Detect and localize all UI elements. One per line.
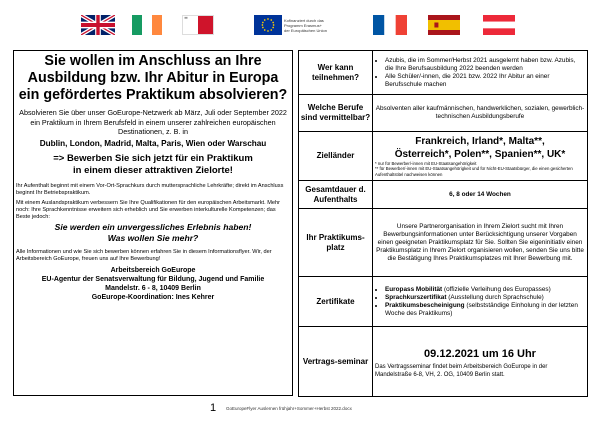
table-row — [299, 209, 588, 277]
details-table — [298, 50, 588, 397]
participants-label: Wer kann teilnehmen? — [299, 51, 373, 95]
contact-line: GoEurope-Koordination: Ines Kehrer — [91, 293, 215, 301]
flag-bar — [0, 5, 600, 45]
info-paragraph: Alle Informationen und wie Sie sich bewerben können erfahren Sie in diesem Informationsflyer. Wir, der Arbeitsbereich GoEurope, freuen uns auf Ihre Bewerbung! — [16, 248, 272, 262]
list-item: • Alle Schüler/-innen, die 2021 bzw. 2022 Ihr Abitur an einer Berufsschule machen — [385, 73, 585, 89]
eu-flag-icon — [254, 15, 282, 35]
table-row — [299, 51, 588, 95]
intro-box — [13, 50, 293, 396]
contact-line: Mandelstr. 6 - 8, 10409 Berlin — [105, 284, 201, 292]
list-item: • Sprachkurszertifikat (Ausstellung durch Sprachschule) — [385, 294, 585, 302]
ireland-flag-icon — [132, 15, 162, 35]
seminar-date: 09.12.2021 um 16 Uhr — [424, 347, 536, 360]
spain-flag-icon — [428, 15, 460, 35]
internship-value: Unsere Partnerorganisation in Ihrem Zielort sucht mit Ihren Bewerbungsinformationen unter Berücksichtigung unserer Vorgaben einen geeigneten Praktikumsplatz für Sie. Sollten Sie eigeninitiativ einen Praktikumsplatz in Ihrem Zielort organisieren wollen, senden Sie uns bitte die Bestätigung Ihres Praktikumsplatzes mit Ihrer Bewerbung mit. — [373, 209, 588, 277]
list-item: • Praktikumsbescheinigung (selbstständige Einholung in der letzten Woche des Praktikums) — [385, 302, 585, 318]
list-item: • Europass Mobilität (offizielle Verleihung des Europasses) — [385, 286, 585, 294]
footnote: ** für Bewerber/-innen mit EU-Staatsangehörigkeit und für Nicht-EU-Staatsbürger, die einen gesicherten Aufenthaltstitel nachweisen können — [375, 166, 573, 177]
seminar-value — [373, 327, 588, 397]
france-flag-icon — [373, 15, 407, 35]
countries-value — [373, 132, 588, 181]
highlight-line: Sie werden ein unvergessliches Erlebnis haben! — [54, 221, 252, 232]
file-name: GoEuropeFlyer Auslernen frühjahr+Sommer+Herbst 2022.docx — [226, 406, 352, 411]
call-to-action — [16, 153, 290, 177]
professions-value: Absolventen aller kaufmännischen, handwerklichen, sozialen, gewerblich-technischen Ausbildungsberufe — [373, 95, 588, 132]
highlight-line: Was wollen Sie mehr? — [107, 232, 199, 243]
uk-flag-icon — [81, 15, 115, 35]
details-table-wrapper — [298, 50, 588, 396]
duration-value: 6, 8 oder 14 Wochen — [373, 181, 588, 209]
participants-value — [373, 51, 588, 95]
flyer-title: Sie wollen im Anschluss an Ihre Ausbildung bzw. Ihr Abitur in Europa ein gefördertes Praktikum absolvieren? — [18, 53, 288, 103]
countries-line: Österreich*, Polen**, Spanien**, UK* — [394, 148, 566, 160]
countries-label: Zielländer — [299, 132, 373, 181]
eu-caption-line: der Europäischen Union — [284, 28, 327, 33]
austria-flag-icon — [483, 15, 515, 35]
destination-cities: Dublin, London, Madrid, Malta, Paris, Wien oder Warschau — [39, 138, 267, 148]
countries-line: Frankreich, Irland*, Malta**, — [415, 135, 545, 147]
seminar-location: Das Vertragsseminar findet beim Arbeitsbereich GoEurope in der Mandelstraße 6-8, VH, 2. OG, 10409 Berlin statt. — [375, 363, 548, 378]
contact-line: Arbeitsbereich GoEurope — [110, 266, 196, 274]
page-number: 1 — [210, 402, 217, 414]
cta-line: in einem dieser attraktiven Zielorte! — [73, 164, 233, 176]
contact-block — [14, 266, 292, 302]
table-row — [299, 277, 588, 327]
table-row — [299, 181, 588, 209]
eu-caption-line: Kofinanziert durch das — [284, 18, 324, 23]
seminar-label: Vertrags-seminar — [299, 327, 373, 397]
highlight-text — [14, 222, 292, 244]
cta-line: => Bewerben Sie sich jetzt für ein Praktikum — [53, 152, 253, 164]
intro-text: Absolvieren Sie über unser GoEurope-Netzwerk ab März, Juli oder September 2022 ein Praktikum in Ihrem Berufsfeld in einem unserer zahlreichen europäischen Destinationen, z. B. in — [19, 108, 287, 136]
eu-funding-caption — [284, 18, 344, 33]
list-item: • Azubis, die im Sommer/Herbst 2021 ausgelernt haben bzw. Azubis, die Ihre Berufsausbildung 2022 beenden werden — [385, 57, 585, 73]
contact-line: EU-Agentur der Senatsverwaltung für Bildung, Jugend und Familie — [41, 275, 265, 283]
table-row — [299, 327, 588, 397]
certificates-label: Zertifikate — [299, 277, 373, 327]
malta-flag-icon — [182, 15, 214, 35]
eu-caption-line: Programm Erasmus+ — [284, 23, 322, 28]
duration-label: Gesamtdauer d. Aufenthalts — [299, 181, 373, 209]
page-footer — [0, 400, 600, 420]
stay-paragraph: Ihr Aufenthalt beginnt mit einem Vor-Ort-Sprachkurs durch muttersprachliche Lehrkräfte; direkt im Anschluss beginnt Ihr Betriebspraktikum. — [16, 182, 284, 196]
internship-label: Ihr Praktikums-platz — [299, 209, 373, 277]
table-row — [299, 95, 588, 132]
professions-label: Welche Berufe sind vermittelbar? — [299, 95, 373, 132]
certificates-value — [373, 277, 588, 327]
table-row — [299, 132, 588, 181]
footnote: * nur für Bewerber/-innen mit EU-Staatsangehörigkeit — [375, 160, 477, 166]
benefits-paragraph: Mit einem Auslandspraktikum verbessern Sie Ihre Qualifikationen für den europäischen Arbeitsmarkt. Mehr noch: Ihre Sprachkenntnisse erweitern sich erheblich und Sie erwerben interkulturelle Kompetenzen; das Beste jedoch: — [16, 199, 280, 220]
